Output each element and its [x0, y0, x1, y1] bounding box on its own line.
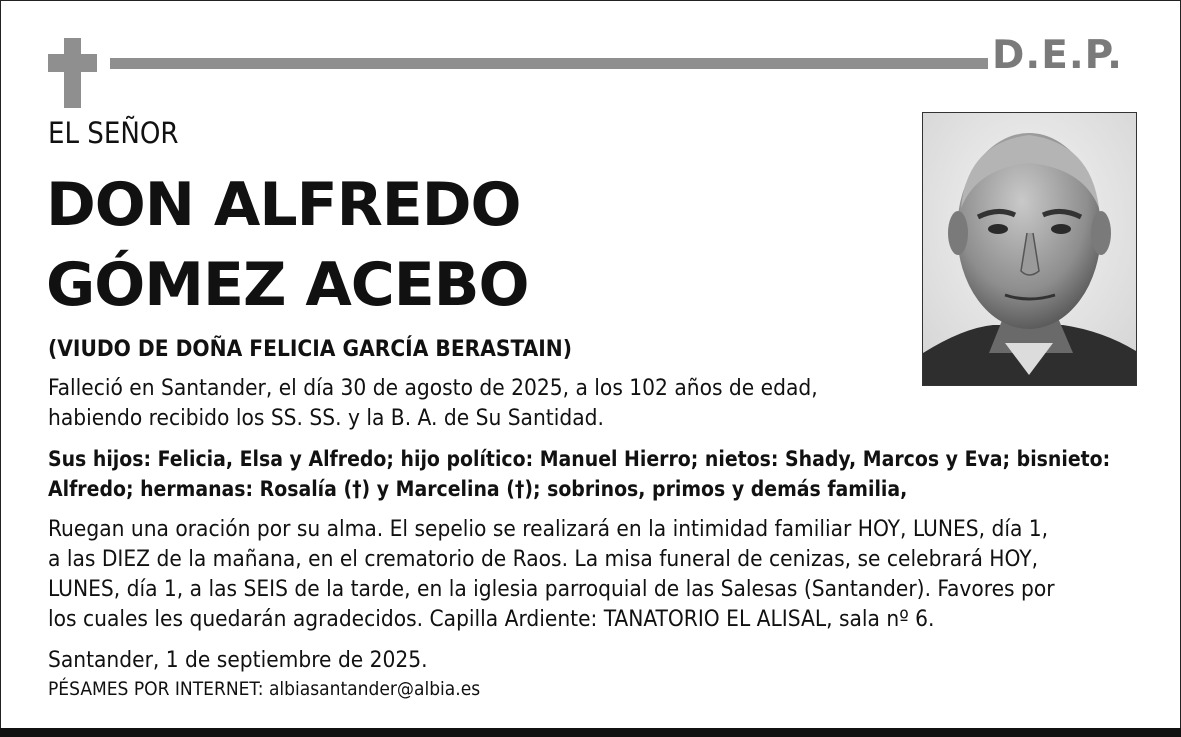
text-line: habiendo recibido los SS. SS. y la B. A. de Su Santidad.: [48, 405, 604, 431]
portrait-photo: [922, 112, 1137, 386]
deceased-name: [46, 165, 529, 325]
condolences-line: PÉSAMES POR INTERNET: albiasantander@albia.es: [48, 678, 481, 700]
name-line: GÓMEZ ACEBO: [46, 250, 529, 320]
text-line: a las DIEZ de la mañana, en el crematorio de Raos. La misa funeral de cenizas, se celebrará HOY,: [48, 546, 1039, 572]
family-paragraph: [48, 444, 1110, 504]
name-line: DON ALFREDO: [46, 170, 521, 240]
header-rule: [110, 58, 988, 69]
honorific: EL SEÑOR: [48, 116, 179, 150]
bottom-rule: [0, 728, 1181, 737]
service-paragraph: [48, 514, 1055, 634]
text-line: Ruegan una oración por su alma. El sepelio se realizará en la intimidad familiar HOY, LUNES, día 1,: [48, 516, 1049, 542]
cross-icon: [64, 38, 81, 108]
text-line: Alfredo; hermanas: Rosalía (†) y Marcelina (†); sobrinos, primos y demás familia,: [48, 477, 908, 501]
cross-icon-bar: [48, 54, 97, 72]
widow-line: (VIUDO DE DOÑA FELICIA GARCÍA BERASTAIN): [48, 336, 572, 362]
text-line: LUNES, día 1, a las SEIS de la tarde, en la iglesia parroquial de las Salesas (Santander). Favores por: [48, 576, 1055, 602]
death-paragraph: [48, 373, 818, 433]
place-date: Santander, 1 de septiembre de 2025.: [48, 647, 428, 673]
dep-label: D.E.P.: [992, 33, 1123, 78]
text-line: Falleció en Santander, el día 30 de agosto de 2025, a los 102 años de edad,: [48, 375, 818, 401]
text-line: los cuales les quedarán agradecidos. Capilla Ardiente: TANATORIO EL ALISAL, sala nº 6.: [48, 606, 935, 632]
text-line: Sus hijos: Felicia, Elsa y Alfredo; hijo político: Manuel Hierro; nietos: Shady, Marcos y Eva; bisnieto:: [48, 447, 1111, 471]
